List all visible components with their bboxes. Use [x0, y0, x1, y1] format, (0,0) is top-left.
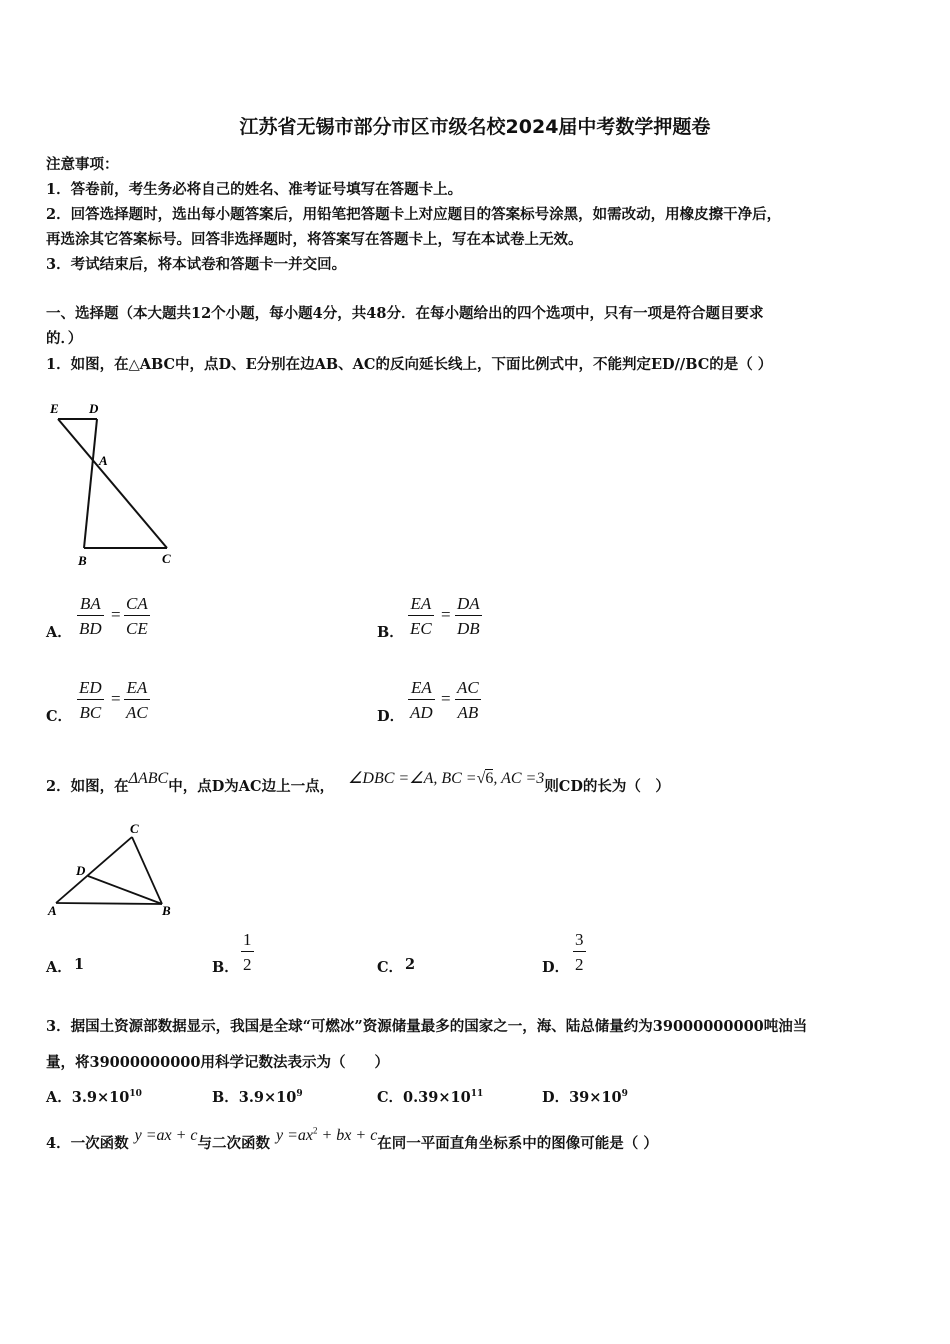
question-1-text: 1．如图，在△ABC中，点D、E分别在边AB、AC的反向延长线上，下面比例式中，不能判定ED//BC的是（ ）	[46, 356, 773, 373]
point-b-label: B	[162, 903, 171, 918]
question-2-triangle: ΔABC	[128, 770, 169, 787]
option-label: D．	[542, 959, 570, 976]
point-d-label: D	[76, 863, 86, 878]
option-base: 3.9×10	[238, 1089, 297, 1106]
segment-ac	[56, 837, 132, 903]
point-a-label: A	[99, 453, 108, 468]
question-4-prefix: 4．一次函数	[46, 1135, 129, 1152]
option-label: B．	[377, 624, 404, 641]
option-label: C．	[377, 959, 404, 976]
notice-heading: 注意事项：	[46, 156, 119, 173]
question-2-condition: ∠DBC =∠A, BC =√6, AC =3	[348, 770, 545, 787]
fraction-right: DA DB	[457, 594, 480, 638]
page-title: 江苏省无锡市部分市区市级名校2024届中考数学押题卷	[239, 116, 711, 138]
point-c-label: C	[130, 821, 139, 836]
equals-sign: =	[441, 689, 451, 708]
question-2-prefix: 2．如图，在	[46, 778, 129, 795]
question-4-suffix: 在同一平面直角坐标系中的图像可能是（ ）	[377, 1135, 658, 1152]
option-label: B．	[212, 1089, 239, 1106]
option-fraction: 1 2	[243, 930, 252, 974]
fraction-left: EA EC	[410, 594, 432, 638]
question-3-option-d[interactable]	[542, 1086, 628, 1107]
option-label: A．	[46, 959, 72, 976]
question-3-line-2: 量，将39000000000用科学记数法表示为（ ）	[46, 1054, 389, 1071]
option-label: C．	[46, 708, 73, 725]
option-label: C．	[377, 1089, 404, 1106]
equals-sign: =	[441, 605, 451, 624]
notice-item-3: 3．考试结束后，将本试卷和答题卡一并交回。	[46, 256, 347, 273]
option-exponent: 11	[470, 1089, 484, 1100]
question-4-linear-function: y =ax + c	[134, 1127, 198, 1144]
option-value: 1	[74, 956, 85, 973]
fraction-left: EA AD	[410, 678, 433, 722]
option-base: 3.9×10	[71, 1089, 130, 1106]
option-fraction: 3 2	[575, 930, 584, 974]
notice-item-2-line-1: 2．回答选择题时，选出每小题答案后，用铅笔把答题卡上对应题目的答案标号涂黑，如需改动，用橡皮擦干净后，	[46, 206, 782, 223]
option-label: A．	[46, 1089, 72, 1106]
section-heading-line-1: 一、选择题（本大题共12个小题，每小题4分，共48分．在每小题给出的四个选项中，只有一项是符合题目要求	[46, 305, 764, 322]
option-base: 39×10	[569, 1089, 622, 1106]
option-exponent: 9	[296, 1089, 303, 1100]
option-base: 0.39×10	[403, 1089, 471, 1106]
question-3-option-a[interactable]	[46, 1086, 142, 1107]
point-e-label: E	[50, 401, 59, 416]
notice-item-2-line-2: 再选涂其它答案标号。回答非选择题时，将答案写在答题卡上，写在本试卷上无效。	[46, 231, 583, 248]
equals-sign: =	[111, 605, 121, 624]
fraction-left: ED BC	[79, 678, 102, 722]
fraction-left: BA BD	[79, 594, 102, 638]
segment-ab	[56, 903, 162, 904]
question-3-option-b[interactable]	[212, 1086, 303, 1107]
option-exponent: 9	[621, 1089, 628, 1100]
option-label: D．	[377, 708, 405, 725]
section-heading-line-2: 的．）	[46, 330, 83, 347]
segment-ec	[58, 419, 167, 548]
point-a-label: A	[48, 903, 57, 918]
question-4-quadratic-function: $y =ax^2$ + bx + c	[276, 1125, 378, 1144]
question-3-option-c[interactable]	[377, 1086, 483, 1107]
question-2-text	[46, 770, 670, 796]
notice-item-1: 1．答卷前，考生务必将自己的姓名、准考证号填写在答题卡上。	[46, 181, 463, 198]
fraction-right: EA AC	[126, 678, 148, 722]
question-2-suffix: 则CD的长为（ ）	[544, 778, 670, 795]
option-label: A．	[46, 624, 72, 641]
equals-sign: =	[111, 689, 121, 708]
question-4-text	[46, 1125, 658, 1153]
option-value: 2	[405, 956, 416, 973]
option-label: B．	[212, 959, 239, 976]
fraction-right: CA CE	[126, 594, 148, 638]
segment-db	[84, 419, 97, 548]
question-1-figure	[44, 395, 184, 570]
question-4-middle: 与二次函数	[197, 1135, 270, 1152]
point-d-label: D	[89, 401, 99, 416]
point-c-label: C	[162, 551, 171, 566]
question-2-figure	[44, 820, 184, 920]
option-exponent: 10	[129, 1089, 142, 1100]
question-2-middle: 中，点D为AC边上一点，	[168, 778, 335, 795]
option-label: D．	[542, 1089, 570, 1106]
point-b-label: B	[78, 553, 87, 568]
fraction-right: AC AB	[457, 678, 479, 722]
question-3-line-1: 3．据国土资源部数据显示，我国是全球“可燃冰”资源储量最多的国家之一，海、陆总储量约为39000000000吨油当	[46, 1018, 808, 1035]
